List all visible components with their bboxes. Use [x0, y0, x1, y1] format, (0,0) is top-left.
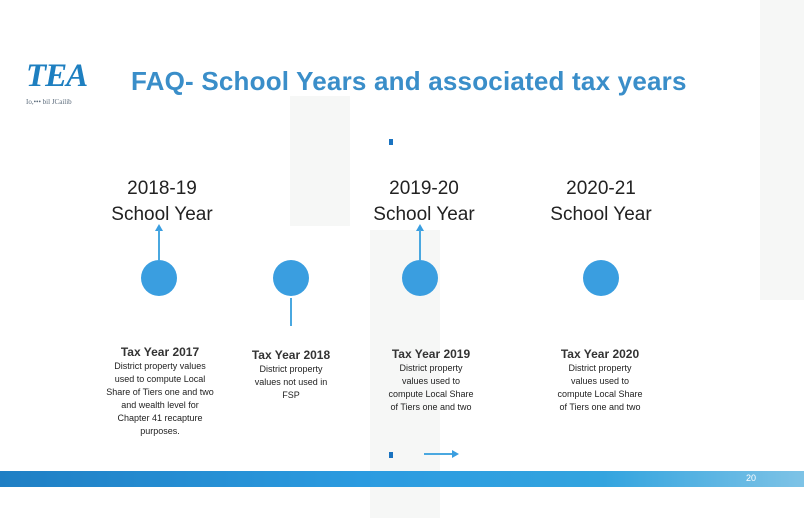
tax-year-line: FSP — [282, 390, 300, 400]
tax-year-title: Tax Year 2018 — [251, 348, 331, 362]
tax-year-title: Tax Year 2019 — [391, 347, 471, 361]
tax-year-line: District property — [568, 363, 632, 373]
page-number: 20 — [745, 473, 756, 483]
timeline-node-tax-2018 — [273, 260, 309, 296]
timeline-node-tax-2020 — [583, 260, 619, 296]
school-year-label: School Year — [550, 204, 652, 225]
tax-year-line: District property values — [114, 361, 206, 371]
tax-year-line: compute Local Share — [388, 389, 474, 399]
tax-year-2017 — [90, 344, 230, 438]
tax-year-line: values used to — [570, 376, 630, 386]
school-year-label: School Year — [373, 204, 475, 225]
tax-year-line: and wealth level for — [121, 400, 199, 410]
marker-blip — [389, 452, 393, 458]
tax-year-line: used to compute Local — [114, 374, 206, 384]
tax-year-line: of Tiers one and two — [390, 402, 472, 412]
tax-year-line: purposes. — [140, 426, 180, 436]
marker-blip — [389, 139, 393, 145]
tax-year-line: values not used in — [254, 377, 328, 387]
tax-year-line: Chapter 41 recapture — [117, 413, 203, 423]
background-artifact — [290, 96, 350, 226]
arrow-line — [419, 230, 421, 260]
arrow-right-icon — [452, 450, 459, 458]
footer-bar — [0, 471, 804, 487]
school-year-range: 2018-19 — [127, 178, 197, 199]
slide-title: FAQ- School Years and associated tax years — [131, 66, 687, 96]
timeline-node-tax-2019 — [402, 260, 438, 296]
timeline-node-tax-2017 — [141, 260, 177, 296]
tax-year-line: compute Local Share — [557, 389, 643, 399]
tax-year-line: District property — [399, 363, 463, 373]
tax-year-line: values used to — [401, 376, 461, 386]
tax-year-line: of Tiers one and two — [559, 402, 641, 412]
logo-subtext: Io,••• bil JCailib — [26, 98, 72, 106]
tea-logo — [26, 60, 116, 110]
school-year-2020-21 — [521, 176, 681, 228]
school-year-label: School Year — [111, 204, 213, 225]
tax-year-2020 — [530, 346, 670, 414]
logo-mark: TEA — [26, 58, 88, 94]
connector-line — [290, 298, 292, 326]
arrow-line — [158, 230, 160, 260]
tax-year-title: Tax Year 2020 — [560, 347, 640, 361]
school-year-range: 2020-21 — [566, 178, 636, 199]
school-year-2018-19 — [82, 176, 242, 228]
school-year-2019-20 — [344, 176, 504, 228]
tax-year-2019 — [361, 346, 501, 414]
school-year-range: 2019-20 — [389, 178, 459, 199]
background-artifact — [760, 0, 804, 300]
tax-year-line: District property — [259, 364, 323, 374]
tax-year-line: Share of Tiers one and two — [106, 387, 214, 397]
tax-year-2018 — [221, 347, 361, 402]
tax-year-title: Tax Year 2017 — [120, 345, 200, 359]
arrow-line — [424, 453, 452, 455]
